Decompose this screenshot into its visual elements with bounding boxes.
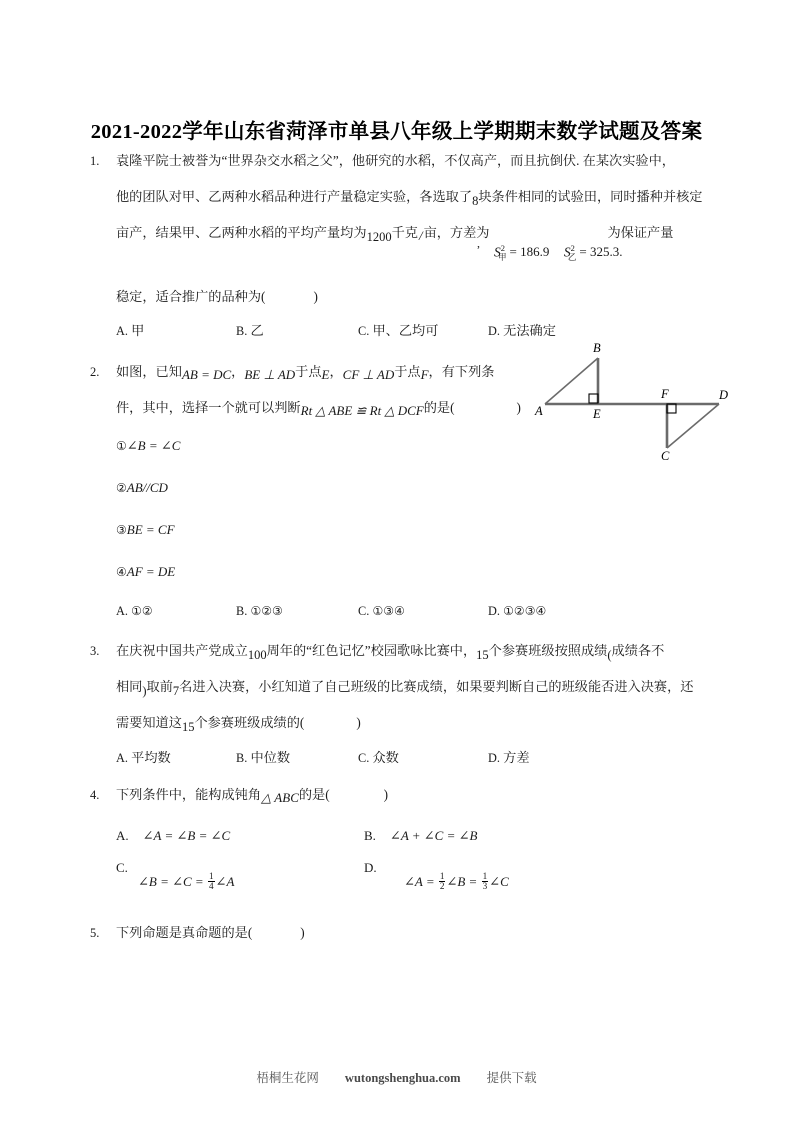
- right-angle-mark-f: [667, 404, 676, 413]
- q1-option-a-text: 甲: [131, 323, 145, 338]
- q3-option-c[interactable]: [358, 741, 488, 775]
- q3-value-15-b: 15: [181, 720, 195, 734]
- q5-number: 5.: [90, 926, 100, 940]
- q2-text-5: 件，其中，选择一个就可以判断: [116, 400, 301, 415]
- q4-math-triangle: △ ABC: [261, 790, 299, 805]
- footer-site-name: 梧桐生花网: [256, 1071, 319, 1085]
- footer-url: wutongshenghua.com: [344, 1071, 461, 1085]
- q1-option-b-text: 乙: [250, 323, 264, 338]
- q1-number: 1.: [90, 154, 100, 168]
- q1-line-1: [90, 143, 735, 179]
- q3-options: [90, 741, 735, 775]
- q3-option-a-text: 平均数: [131, 750, 171, 765]
- q1-variance-formulas: [494, 231, 622, 275]
- q3-option-a-label: A.: [116, 751, 128, 765]
- q2-number: 2.: [90, 365, 100, 379]
- q1-line-2: [90, 179, 735, 215]
- q2-option-d-label: D.: [488, 604, 500, 618]
- q4-option-d-numerator-2: 1: [482, 870, 488, 881]
- line-cd: [667, 404, 719, 448]
- q2-condition-4: [90, 551, 735, 593]
- q1-option-d-label: D.: [488, 324, 500, 338]
- q4-option-d-denominator-1: 2: [439, 881, 445, 892]
- q2-condition-2: [90, 467, 735, 509]
- q1-text-6: 亩，方差为: [423, 225, 490, 240]
- q2-text-1: 如图，已知: [116, 364, 182, 379]
- q4-option-c-fraction: [208, 872, 215, 892]
- q2-cond-4-mark: ④: [116, 565, 127, 579]
- q3-option-d-text: 方差: [503, 750, 530, 765]
- q2-text-3: 于点: [394, 364, 421, 379]
- q1-text-3: 块条件相同的试验田，同时播种并核定: [478, 189, 703, 204]
- q2-option-b-label: B.: [236, 604, 248, 618]
- figure-label-b: B: [593, 341, 601, 355]
- q1-line-4: [90, 279, 735, 314]
- q2-cond-3-mark: ③: [116, 523, 127, 537]
- q2-math-e: E: [321, 367, 330, 382]
- q2-option-d-text: ①②③④: [503, 604, 547, 618]
- q1-variance-yi-value: = 325.3.: [579, 244, 623, 260]
- q1-formula-comma: ,: [477, 236, 480, 250]
- q1-option-b-label: B.: [236, 324, 248, 338]
- q4-option-d-fraction-1: [439, 872, 446, 892]
- q1-variance-yi-symbol: S: [563, 244, 571, 260]
- q4-close-paren: ): [383, 787, 389, 802]
- q1-option-b[interactable]: [236, 314, 358, 348]
- exam-body: [90, 143, 735, 951]
- q1-value-yield: 1200: [366, 230, 392, 244]
- q1-option-c-label: C.: [358, 324, 370, 338]
- q2-math-congruence: Rt △ ABE ≌ Rt △ DCF: [300, 403, 424, 418]
- q1-option-d-text: 无法确定: [503, 323, 556, 338]
- q3-line-1: [90, 633, 735, 669]
- q1-variance-jia-symbol: S: [494, 244, 501, 260]
- q2-cond-1-text: ∠B = ∠C: [126, 438, 181, 453]
- q4-option-c-denominator: 4: [208, 881, 214, 892]
- question-4: [90, 777, 735, 905]
- q5-line-1: [90, 915, 735, 951]
- q4-options-row-2: [90, 859, 735, 905]
- q3-close-paren-2: ): [356, 715, 361, 730]
- q2-sep-2: ，: [329, 364, 343, 379]
- q4-line-1: [90, 777, 735, 813]
- q4-option-d-label: D.: [364, 860, 377, 875]
- footer: [0, 1068, 793, 1086]
- q1-option-c-text: 甲、乙均可: [372, 323, 439, 338]
- figure-label-a: A: [535, 404, 543, 418]
- q3-option-b[interactable]: [236, 741, 358, 775]
- q4-option-d-denominator-2: 3: [482, 881, 488, 892]
- q4-number: 4.: [90, 788, 100, 802]
- q2-option-a[interactable]: [116, 593, 236, 629]
- q2-text-4: ，有下列条: [428, 364, 495, 379]
- q1-variance-jia-value: = 186.9: [509, 244, 550, 260]
- q2-geometry-figure: [533, 332, 765, 460]
- q3-option-c-label: C.: [358, 751, 370, 765]
- q3-text-8: 需要知道这: [116, 715, 182, 730]
- q4-option-d-pre: ∠A =: [404, 874, 438, 889]
- q1-option-a-label: A.: [116, 324, 128, 338]
- q4-option-d-post: ∠C: [489, 874, 509, 889]
- q2-math-ab-dc: AB = DC: [181, 367, 232, 382]
- q1-text-8: 稳定，适合推广的品种为(: [116, 289, 266, 304]
- q3-close-paren: ): [142, 684, 147, 698]
- geometry-diagram-svg: [533, 332, 765, 460]
- q1-line-3: [90, 215, 735, 262]
- q1-variance-yi-exp: 2: [570, 243, 575, 253]
- q1-close-paren: ): [313, 289, 318, 304]
- footer-action: 提供下载: [486, 1071, 537, 1085]
- q2-option-c-label: C.: [358, 604, 370, 618]
- q2-option-a-text: ①②: [131, 604, 153, 618]
- q1-variance-jia-exp: 2: [500, 243, 505, 253]
- q3-option-b-text: 中位数: [250, 750, 291, 765]
- q3-option-d[interactable]: [488, 741, 530, 775]
- q3-text-4: 成绩各不: [611, 643, 665, 658]
- q1-text-5: 千克: [391, 225, 418, 240]
- q3-option-b-label: B.: [236, 751, 248, 765]
- q3-option-a[interactable]: [116, 741, 236, 775]
- q2-text-6: 的是(: [423, 400, 455, 415]
- question-1: [90, 143, 735, 348]
- q3-option-c-text: 众数: [372, 750, 399, 765]
- figure-label-c: C: [661, 449, 670, 460]
- q4-text-1: 下列条件中，能构成钝角: [116, 787, 262, 802]
- q3-option-d-label: D.: [488, 751, 500, 765]
- q5-close-paren: ): [300, 925, 305, 940]
- q2-options: [90, 593, 735, 629]
- q3-text-3: 个参赛班级按照成绩: [488, 643, 608, 658]
- q1-text-1: 袁隆平院士被誉为“世界杂交水稻之父”，他研究的水稻，不仅高产，而且抗倒伏. 在某次实验中，: [116, 153, 675, 168]
- right-angle-mark-e: [589, 394, 598, 403]
- q2-text-2: 于点: [295, 364, 322, 379]
- q1-slash: /: [418, 228, 423, 243]
- q4-option-b-text: ∠A + ∠C = ∠B: [389, 828, 478, 843]
- question-5: [90, 915, 735, 951]
- q3-line-3: [90, 705, 735, 741]
- q4-option-c[interactable]: [116, 859, 364, 905]
- q1-variance-yi-sub: 乙: [567, 251, 577, 262]
- q2-cond-3-text: BE = CF: [126, 522, 175, 537]
- q4-option-d-fraction-2: [482, 872, 489, 892]
- q2-option-b-text: ①②③: [250, 604, 283, 618]
- q3-text-9: 个参赛班级成绩的(: [194, 715, 305, 730]
- q2-option-c-text: ①③④: [372, 604, 405, 618]
- q3-value-7: 7: [172, 684, 180, 698]
- q2-cond-2-mark: ②: [116, 481, 127, 495]
- q2-sep-1: ，: [231, 364, 245, 379]
- q4-option-b[interactable]: [364, 813, 477, 859]
- q3-line-2: [90, 669, 735, 705]
- q2-condition-3: [90, 509, 735, 551]
- q2-option-b[interactable]: [236, 593, 358, 629]
- q4-option-a-label: A.: [116, 828, 129, 843]
- q3-text-6: 取前: [146, 679, 173, 694]
- q4-option-c-pre: ∠B = ∠C =: [138, 874, 207, 889]
- figure-label-d: D: [719, 388, 729, 402]
- q3-text-1: 在庆祝中国共产党成立: [116, 643, 248, 658]
- q4-option-c-label: C.: [116, 860, 128, 875]
- q5-text-1: 下列命题是真命题的是(: [116, 925, 253, 940]
- q2-math-be-ad: BE ⊥ AD: [244, 367, 296, 382]
- figure-label-f: F: [661, 387, 669, 401]
- q2-option-d[interactable]: [488, 593, 546, 629]
- q1-text-2: 他的团队对甲、乙两种水稻品种进行产量稳定实验，各选取了: [116, 189, 473, 204]
- q1-variance-jia-sub: 甲: [498, 251, 507, 262]
- q2-cond-4-text: AF = DE: [126, 564, 176, 579]
- q2-cond-2-text: AB//CD: [126, 480, 168, 495]
- q2-close-paren: ): [516, 400, 521, 415]
- q4-option-d[interactable]: [364, 859, 509, 905]
- q4-options-row-1: [90, 813, 735, 859]
- q4-option-c-numerator: 1: [208, 870, 214, 881]
- q2-math-cf-ad: CF ⊥ AD: [342, 367, 395, 382]
- q3-open-paren: (: [607, 648, 612, 662]
- q1-text-7: 为保证产量: [607, 225, 674, 240]
- q1-text-4: 亩产，结果甲、乙两种水稻的平均产量均为: [116, 225, 367, 240]
- q2-option-c[interactable]: [358, 593, 488, 629]
- q4-option-d-numerator-1: 1: [439, 870, 445, 881]
- q4-option-d-mid: ∠B =: [446, 874, 481, 889]
- q2-option-a-label: A.: [116, 604, 128, 618]
- page-title: 2021-2022学年山东省菏泽市单县八年级上学期期末数学试题及答案: [90, 120, 703, 143]
- q3-value-15-a: 15: [476, 648, 489, 662]
- q4-option-a-text: ∠A = ∠B = ∠C: [142, 828, 231, 843]
- figure-label-e: E: [593, 407, 601, 421]
- q2-cond-1-mark: ①: [116, 439, 127, 453]
- q3-text-5: 相同: [116, 679, 143, 694]
- q2-math-f: F: [420, 367, 429, 382]
- q1-option-a[interactable]: [116, 314, 236, 348]
- line-ab: [545, 358, 598, 404]
- q4-option-b-label: B.: [364, 828, 376, 843]
- q4-option-a[interactable]: [116, 813, 364, 859]
- q1-value-plots: 8: [472, 194, 479, 208]
- q1-option-c[interactable]: [358, 314, 488, 348]
- q3-text-7: 名进入决赛，小红知道了自己班级的比赛成绩，如果要判断自己的班级能否进入决赛，还: [179, 679, 694, 694]
- q3-value-100: 100: [247, 648, 267, 662]
- question-3: [90, 633, 735, 775]
- q3-number: 3.: [90, 644, 100, 658]
- q3-text-2: 周年的“红色记忆”校园歌咏比赛中，: [266, 643, 477, 658]
- q4-option-c-post: ∠A: [215, 874, 235, 889]
- q4-text-2: 的是(: [298, 787, 330, 802]
